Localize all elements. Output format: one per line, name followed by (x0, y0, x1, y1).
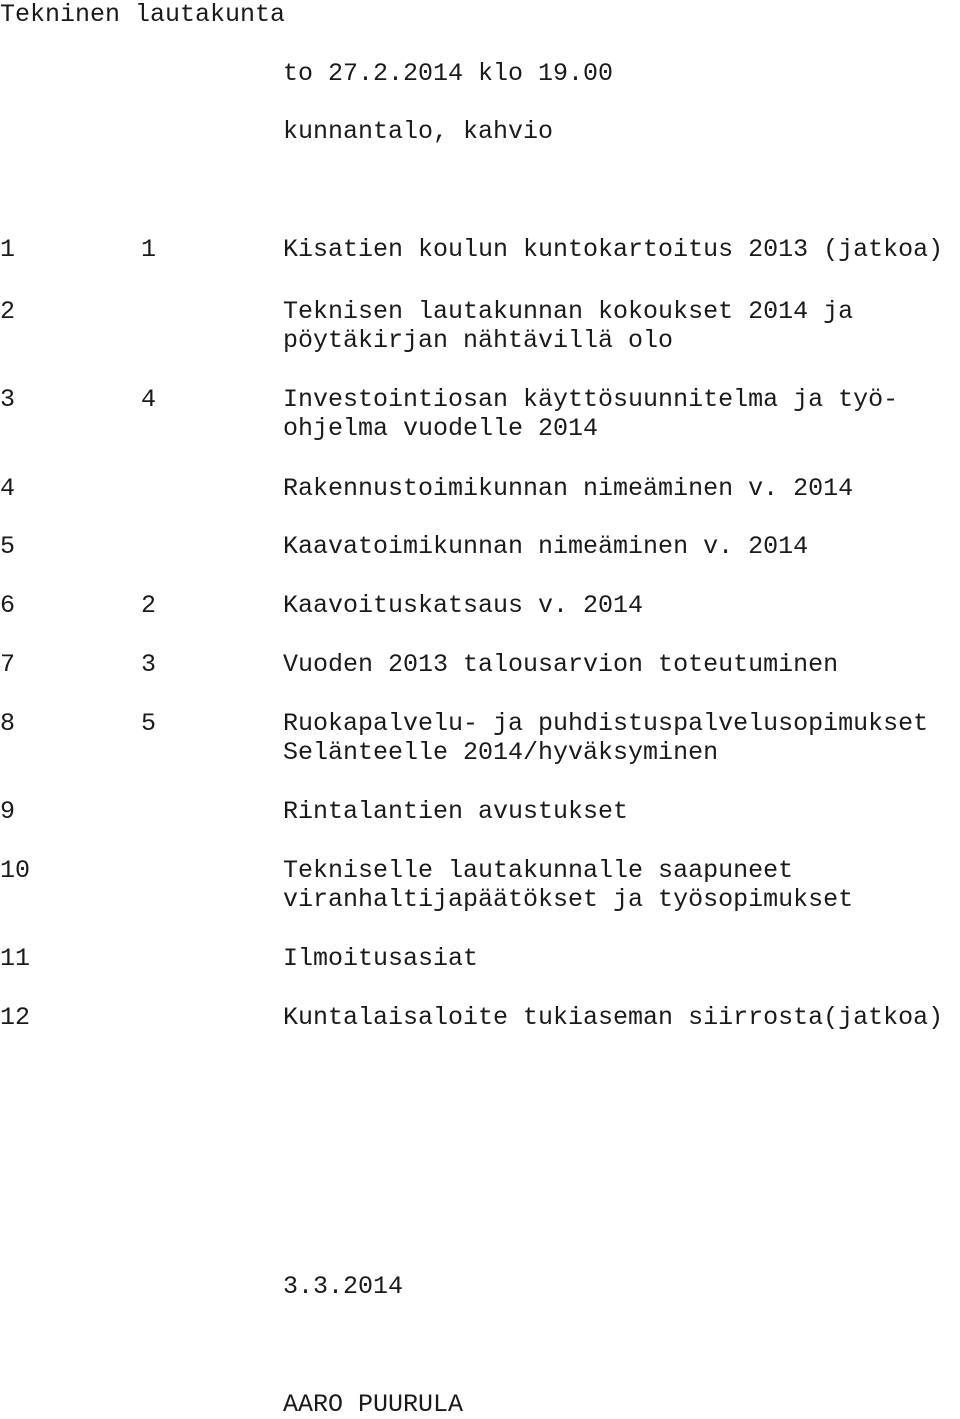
agenda-item-title (283, 1003, 943, 1032)
agenda-item-title-line: Ruokapalvelu- ja puhdistuspalvelusopimukset (283, 709, 929, 738)
agenda-item-number: 2 (0, 297, 16, 326)
agenda-item-title-line: Kuntalaisaloite tukiaseman siirrosta(jatkoa) (283, 1003, 944, 1032)
agenda-item-section: 2 (141, 591, 157, 620)
agenda-item-section: 5 (141, 709, 157, 738)
agenda-item-title (283, 532, 808, 561)
meeting-datetime: to 27.2.2014 klo 19.00 (283, 59, 614, 88)
agenda-item-title (283, 856, 853, 914)
agenda-item-title-line: viranhaltijapäätökset ja työsopimukset (283, 885, 854, 914)
agenda-item-title (283, 650, 838, 679)
agenda-item-title-line: Ilmoitusasiat (283, 944, 479, 973)
agenda-item-title (283, 944, 478, 973)
agenda-item-number: 9 (0, 797, 16, 826)
agenda-item-title-line: Vuoden 2013 talousarvion toteutuminen (283, 650, 839, 679)
agenda-item-title-line: Selänteelle 2014/hyväksyminen (283, 738, 719, 767)
meeting-location: kunnantalo, kahvio (283, 117, 554, 146)
agenda-item-number: 12 (0, 1003, 31, 1032)
signature-name: AARO PUURULA (283, 1390, 464, 1419)
agenda-item-title (283, 297, 853, 355)
agenda-item-title-line: Kaavoituskatsaus v. 2014 (283, 591, 644, 620)
agenda-item-number: 1 (0, 235, 16, 264)
agenda-item-number: 8 (0, 709, 16, 738)
agenda-item-title (283, 474, 853, 503)
agenda-item-title-line: Rakennustoimikunnan nimeäminen v. 2014 (283, 474, 854, 503)
agenda-item-title-line: Kaavatoimikunnan nimeäminen v. 2014 (283, 532, 809, 561)
agenda-item-number: 4 (0, 474, 16, 503)
agenda-item-title-line: pöytäkirjan nähtävillä olo (283, 326, 674, 355)
agenda-item-title (283, 235, 943, 264)
document-date: 3.3.2014 (283, 1272, 404, 1301)
agenda-item-number: 7 (0, 650, 16, 679)
agenda-item-number: 10 (0, 856, 31, 885)
agenda-item-section: 1 (141, 235, 157, 264)
agenda-item-title-line: Kisatien koulun kuntokartoitus 2013 (jatkoa) (283, 235, 944, 264)
agenda-item-title-line: Tekniselle lautakunnalle saapuneet (283, 856, 794, 885)
agenda-item-number: 3 (0, 385, 16, 414)
agenda-item-title-line: Teknisen lautakunnan kokoukset 2014 ja (283, 297, 854, 326)
agenda-item-title (283, 385, 898, 443)
agenda-item-number: 11 (0, 944, 31, 973)
agenda-item-number: 5 (0, 532, 16, 561)
agenda-item-section: 3 (141, 650, 157, 679)
agenda-item-title (283, 797, 628, 826)
agenda-item-title (283, 591, 643, 620)
organization-name: Tekninen lautakunta (0, 0, 286, 29)
agenda-item-title-line: ohjelma vuodelle 2014 (283, 414, 599, 443)
agenda-item-number: 6 (0, 591, 16, 620)
agenda-item-title-line: Rintalantien avustukset (283, 797, 629, 826)
agenda-item-section: 4 (141, 385, 157, 414)
agenda-item-title (283, 709, 928, 767)
agenda-item-title-line: Investointiosan käyttösuunnitelma ja työ- (283, 385, 899, 414)
